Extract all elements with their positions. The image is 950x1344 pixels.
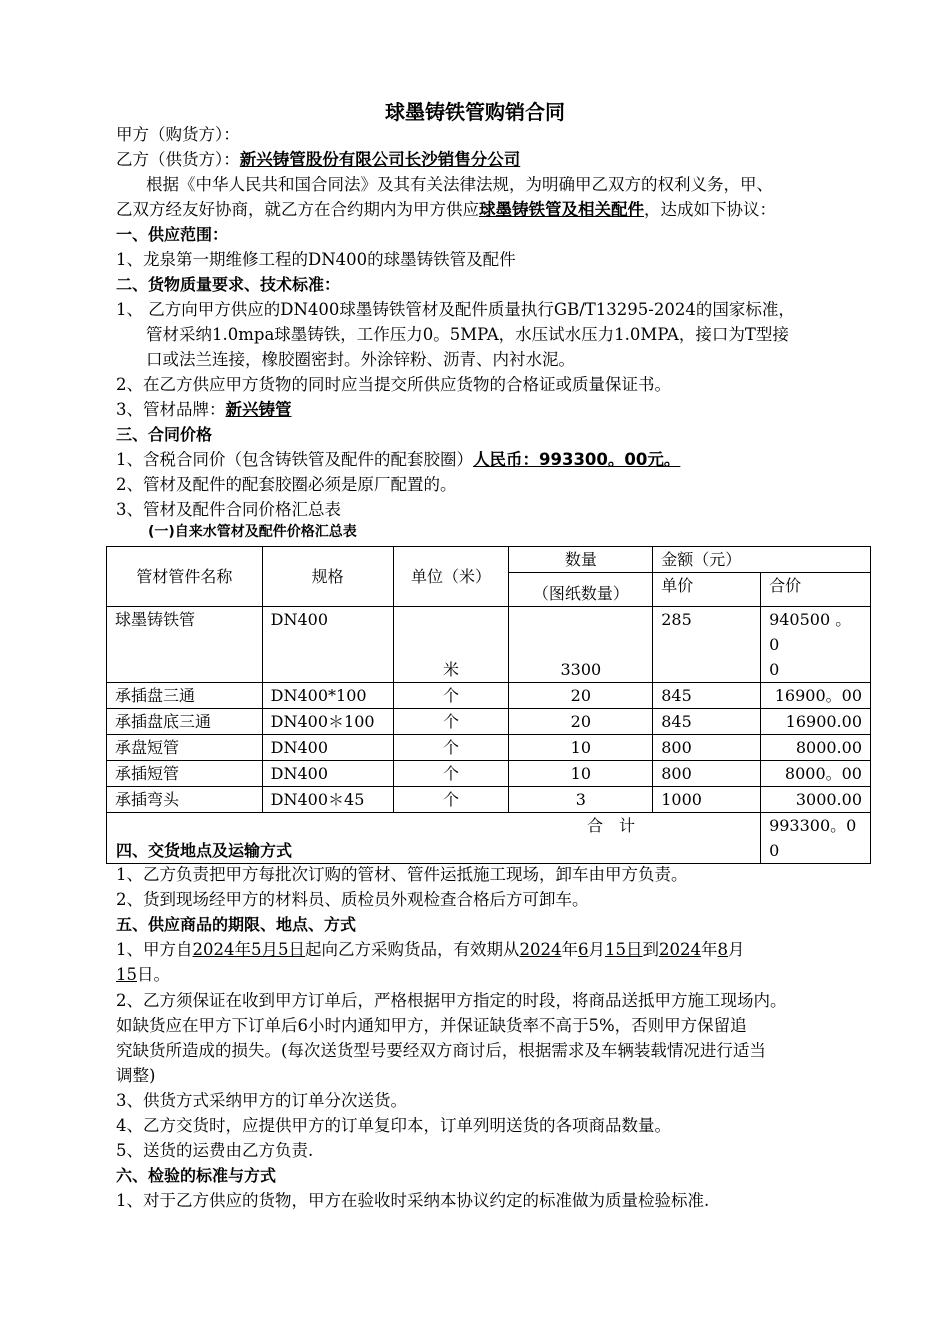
row-unit: 个 bbox=[393, 683, 509, 709]
section-5-item-4: 4、乙方交货时，应提供甲方的订单复印本，订单列明送货的各项商品数量。 bbox=[116, 1116, 671, 1135]
text: 月 bbox=[728, 940, 745, 959]
party-b-name: 新兴铸管股份有限公司长沙销售分公司 bbox=[239, 150, 521, 169]
section-3-title: 三、合同价格 bbox=[116, 425, 213, 444]
section-4-item-2: 2、货到现场经甲方的材料员、质检员外观检查合格后方可卸车。 bbox=[116, 890, 589, 909]
section-2-item-3 bbox=[116, 397, 292, 422]
row-name: 承盘短管 bbox=[107, 735, 263, 761]
row-spec: DN400*100 bbox=[262, 683, 393, 709]
sum-total-line-1: 993300。0 bbox=[769, 816, 857, 835]
row-qty: 10 bbox=[509, 761, 653, 787]
header-spec: 规格 bbox=[262, 547, 393, 607]
intro-line-2 bbox=[116, 197, 776, 222]
valid-from-day: 15日 bbox=[605, 940, 643, 959]
row-total: 16900。00 bbox=[761, 683, 871, 709]
sum-total-line-2: 0 bbox=[769, 841, 780, 860]
contract-price-value: 人民币：993300。00元。 bbox=[473, 450, 681, 469]
row-qty: 20 bbox=[509, 709, 653, 735]
section-3-item-3: 3、管材及配件合同价格汇总表 bbox=[116, 500, 341, 519]
table-row bbox=[107, 735, 871, 761]
section-2-title: 二、货物质量要求、技术标准： bbox=[116, 275, 341, 294]
row-unit: 个 bbox=[393, 787, 509, 813]
text: 起向乙方采购货品，有效期从 bbox=[305, 940, 520, 959]
text: 到 bbox=[642, 940, 659, 959]
row-qty: 20 bbox=[509, 683, 653, 709]
section-2-item-1-line-3: 口或法兰连接，橡胶圈密封。外涂锌粉、沥青、内衬水泥。 bbox=[146, 350, 575, 369]
price-table bbox=[106, 546, 871, 864]
row-price: 845 bbox=[653, 709, 761, 735]
intro-text-c: ，达成如下协议： bbox=[644, 200, 776, 219]
row-price: 800 bbox=[653, 735, 761, 761]
row-total-line-1: 940500 。 0 bbox=[769, 610, 852, 654]
page-title: 球墨铸铁管购销合同 bbox=[385, 100, 565, 124]
row-spec: DN400＊45 bbox=[262, 787, 393, 813]
valid-from-month: 6 bbox=[578, 940, 589, 959]
section-4-title: 四、交货地点及运输方式 bbox=[116, 841, 293, 860]
row-price: 845 bbox=[653, 683, 761, 709]
section-5-item-1-line-2 bbox=[116, 962, 170, 987]
contract-price-label: 1、含税合同价（包含铸铁管及配件的配套胶圈） bbox=[116, 450, 473, 469]
section-3-item-2: 2、管材及配件的配套胶圈必须是原厂配置的。 bbox=[116, 475, 457, 494]
section-5-item-3: 3、供货方式采纳甲方的订单分次送货。 bbox=[116, 1091, 407, 1110]
start-date: 2024年5月5日 bbox=[192, 940, 305, 959]
row-name: 球墨铸铁管 bbox=[107, 607, 263, 683]
brand-label: 3、管材品牌： bbox=[116, 400, 226, 419]
valid-to-year: 2024 bbox=[659, 940, 701, 959]
section-5-item-2-line-1: 2、乙方须保证在收到甲方订单后，严格根据甲方指定的时段，将商品送抵甲方施工现场内。 bbox=[116, 991, 787, 1010]
table-row bbox=[107, 709, 871, 735]
section-6-title: 六、检验的标准与方式 bbox=[116, 1166, 277, 1185]
table-header-row bbox=[107, 547, 871, 573]
section-3-item-1 bbox=[116, 447, 680, 472]
brand-name: 新兴铸管 bbox=[225, 400, 292, 419]
row-spec: DN400 bbox=[262, 735, 393, 761]
row-total: 3000.00 bbox=[761, 787, 871, 813]
intro-product: 球墨铸铁管及相关配件 bbox=[479, 200, 644, 219]
row-price: 800 bbox=[653, 761, 761, 787]
row-total: 16900.00 bbox=[761, 709, 871, 735]
row-qty: 3 bbox=[509, 787, 653, 813]
row-name: 承插弯头 bbox=[107, 787, 263, 813]
section-1-title: 一、供应范围： bbox=[116, 225, 229, 244]
row-total bbox=[761, 607, 871, 683]
party-b-line bbox=[116, 147, 520, 172]
row-unit: 米 bbox=[393, 607, 509, 683]
row-unit: 个 bbox=[393, 761, 509, 787]
row-name: 承插盘三通 bbox=[107, 683, 263, 709]
row-price: 1000 bbox=[653, 787, 761, 813]
section-4-item-1: 1、乙方负责把甲方每批次订购的管材、管件运抵施工现场，卸车由甲方负责。 bbox=[116, 865, 688, 884]
row-spec: DN400＊100 bbox=[262, 709, 393, 735]
row-name: 承插短管 bbox=[107, 761, 263, 787]
row-qty: 10 bbox=[509, 735, 653, 761]
section-5-item-2-line-3: 究缺货所造成的损失。(每次送货型号要经双方商讨后，根据需求及车辆装载情况进行适当 bbox=[116, 1041, 766, 1060]
row-unit: 个 bbox=[393, 735, 509, 761]
section-5-item-5: 5、送货的运费由乙方负责. bbox=[116, 1141, 314, 1160]
table-row bbox=[107, 761, 871, 787]
table-row bbox=[107, 683, 871, 709]
row-spec: DN400 bbox=[262, 607, 393, 683]
text: 年 bbox=[561, 940, 578, 959]
header-qty-sub: （图纸数量） bbox=[509, 573, 653, 607]
row-qty: 3300 bbox=[509, 607, 653, 683]
row-total: 8000.00 bbox=[761, 735, 871, 761]
section-1-item-1: 1、龙泉第一期维修工程的DN400的球墨铸铁管及配件 bbox=[116, 250, 516, 269]
party-a-line: 甲方（购货方）： bbox=[116, 125, 240, 144]
intro-line-1: 根据《中华人民共和国合同法》及其有关法律法规，为明确甲乙双方的权利义务，甲、 bbox=[146, 175, 773, 194]
header-unit: 单位（米） bbox=[393, 547, 509, 607]
section-2-item-2: 2、在乙方供应甲方货物的同时应当提交所供应货物的合格证或质量保证书。 bbox=[116, 375, 671, 394]
text: 1、甲方自 bbox=[116, 940, 193, 959]
sum-total bbox=[761, 813, 871, 864]
row-name: 承插盘底三通 bbox=[107, 709, 263, 735]
header-qty: 数量 bbox=[509, 547, 653, 573]
valid-to-day: 15 bbox=[116, 965, 137, 984]
row-total: 8000。00 bbox=[761, 761, 871, 787]
header-amount: 金额（元） bbox=[653, 547, 871, 573]
text: 年 bbox=[701, 940, 718, 959]
row-total-line-2: 0 bbox=[769, 660, 780, 679]
section-5-item-2-line-4: 调整) bbox=[116, 1066, 156, 1085]
section-5-title: 五、供应商品的期限、地点、方式 bbox=[116, 915, 357, 934]
row-spec: DN400 bbox=[262, 761, 393, 787]
row-price: 285 bbox=[653, 607, 761, 683]
text: 月 bbox=[588, 940, 605, 959]
header-total: 合价 bbox=[761, 573, 871, 607]
valid-to-month: 8 bbox=[717, 940, 728, 959]
section-2-item-1-line-2: 管材采纳1.0mpa球墨铸铁，工作压力0。5MPA，水压试水压力1.0MPA，接口为T型接 bbox=[146, 325, 789, 344]
party-b-label: 乙方（供货方）： bbox=[116, 150, 240, 169]
sum-label: 合 计 bbox=[107, 813, 761, 864]
valid-from-year: 2024 bbox=[519, 940, 562, 959]
section-2-item-1-line-1: 1、 乙方向甲方供应的DN400球墨铸铁管材及配件质量执行GB/T13295-2024的国家标准， bbox=[116, 300, 795, 319]
header-price: 单价 bbox=[653, 573, 761, 607]
section-6-item-1: 1、对于乙方供应的货物，甲方在验收时采纳本协议约定的标准做为质量检验标准. bbox=[116, 1191, 710, 1210]
table-row bbox=[107, 607, 871, 683]
header-name: 管材管件名称 bbox=[107, 547, 263, 607]
section-5-item-2-line-2: 如缺货应在甲方下订单后6小时内通知甲方，并保证缺货率不高于5%，否则甲方保留追 bbox=[116, 1016, 747, 1035]
intro-text-a: 乙双方经友好协商，就乙方在合约期内为甲方供应 bbox=[116, 200, 479, 219]
section-5-item-1-line-1 bbox=[116, 937, 745, 962]
table-caption: (一)自来水管材及配件价格汇总表 bbox=[148, 524, 357, 540]
text: 日。 bbox=[137, 965, 170, 984]
table-row bbox=[107, 787, 871, 813]
row-unit: 个 bbox=[393, 709, 509, 735]
